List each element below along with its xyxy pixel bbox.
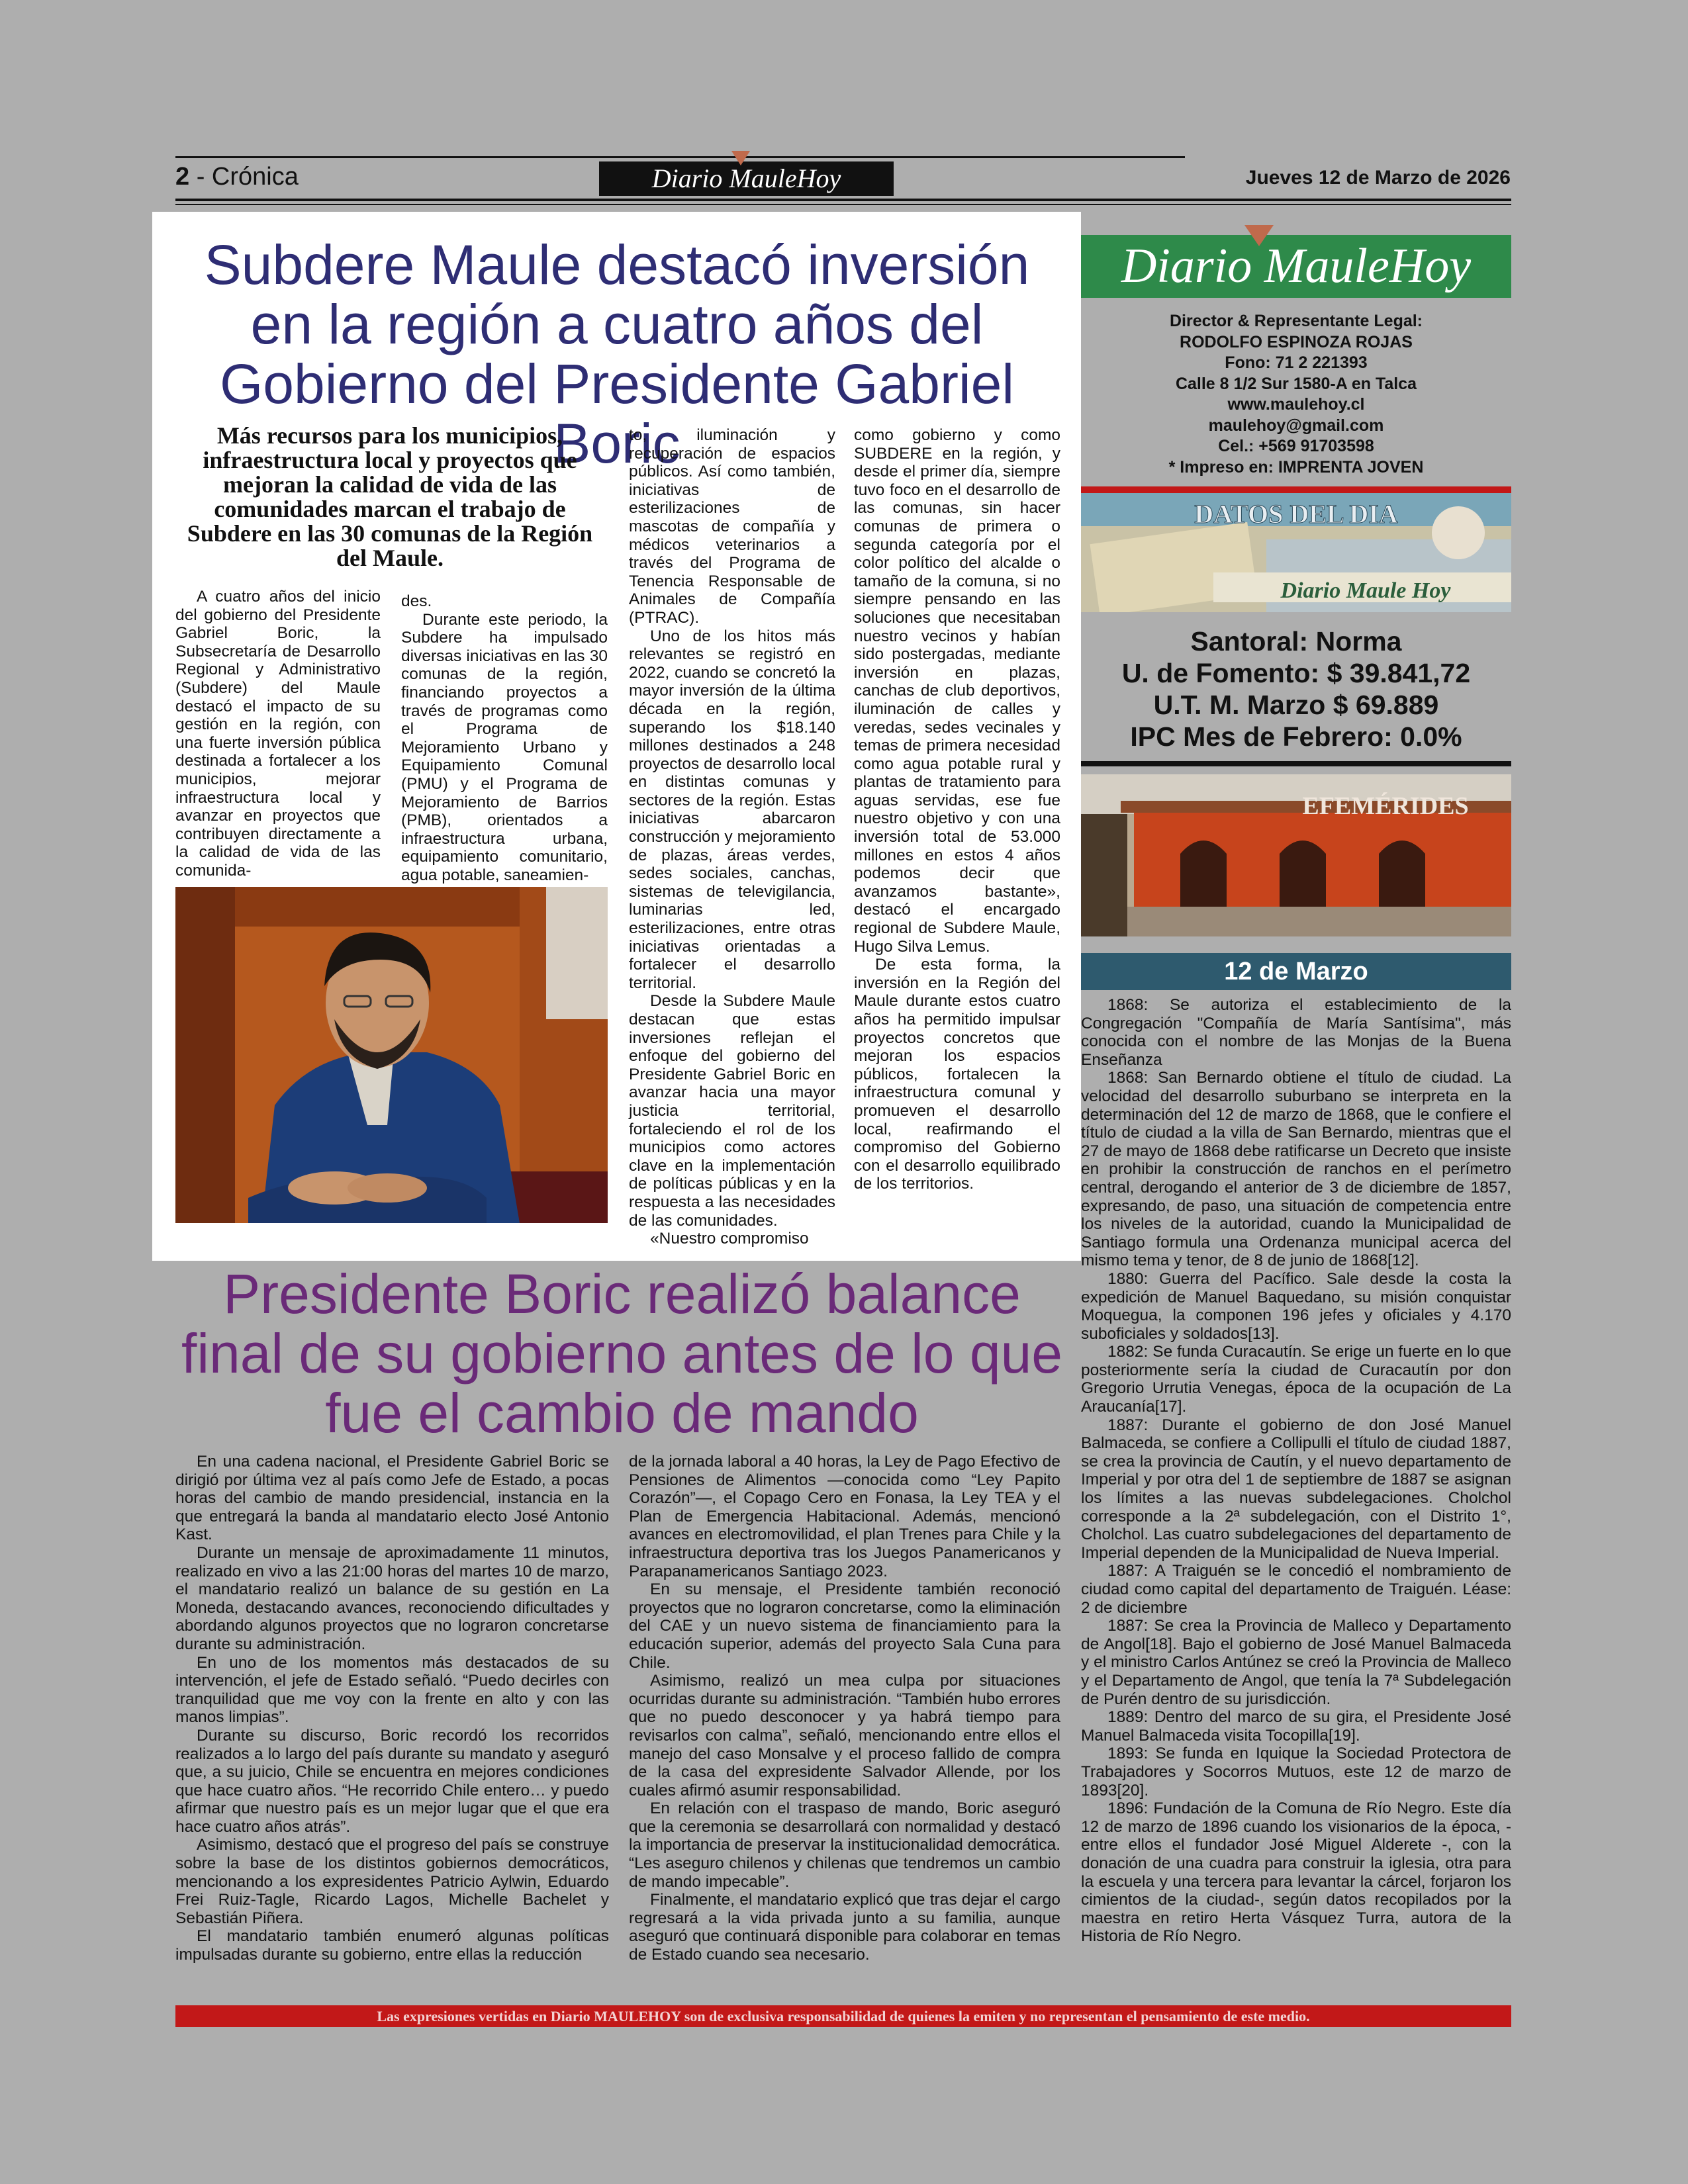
paragraph: des. (401, 592, 432, 610)
masthead-header: Diario MauleHoy (599, 161, 894, 196)
article1-column-3 (629, 426, 835, 1248)
datos-banner-title: DATOS DEL DIA (1194, 499, 1398, 529)
stats-divider (1081, 761, 1511, 766)
efemerides-banner (1081, 774, 1511, 936)
efemeride-item: 1887: Se crea la Provincia de Malleco y Departamento de Angol[18]. Bajo el gobierno de José Manuel Balmaceda y el ministro Carlos Antúnez se creó la Provincia de Malleco y el Departamento de Angol, que tenía la 7ª Subdelegación de Purén dentro de su jurisdicción. (1081, 1617, 1511, 1708)
paragraph: Durante un mensaje de aproximadamente 11 minutos, realizado en vivo a las 21:00 horas del martes 10 de marzo, el mandatario realizó un balance de su gestión en La Moneda, destacando avances, reconociendo dificultades y abordando algunos proyectos que no lograron concretarse durante su administración. (175, 1543, 609, 1653)
paragraph: Asimismo, realizó un mea culpa por situaciones ocurridas durante su administración. “También hubo errores que no puedo desconocer y ya habrá tiempo para revisarlos con calma”, señaló, mencionando entre ellos el manejo del caso Monsalve y el proceso fallido de compra de la casa del expresidente Salvador Allende, por los cuales afirmó asumir responsabilidad. (629, 1672, 1060, 1799)
paragraph: Desde la Subdere Maule destacan que estas inversiones reflejan el enfoque del gobierno del Presidente Gabriel Boric en avanzar hacia una mayor justicia territorial, fortaleciendo el rol de los municipios como actores clave en la implementación de políticas públicas y en la respuesta a las necesidades de las comunidades. (629, 992, 835, 1230)
paragraph: Durante este periodo, la Subdere ha impulsado diversas iniciativas en las 30 comunas de la región, financiando proyectos a través de programas como el Programa de Mejoramiento Urbano y Equipamiento Comunal (PMU) y el Programa de Mejoramiento de Barrios (PMB), orientados a infraestructura urbana, equipamiento comunitario, agua potable, saneamien- (401, 610, 608, 884)
article1-column-4 (854, 426, 1060, 1193)
paragraph: de la jornada laboral a 40 horas, la Ley de Pago Efectivo de Pensiones de Alimentos —conocida como “Ley Papito Corazón”—, el Copago Cero en Fonasa, la Ley TEA y el Plan de Emergencia Habitacional. Además, mencionó avances en electromovilidad, el plan Trenes para Chile y la infraestructura deportiva tras los Juegos Panamericanos y Parapanamericanos Santiago 2023. (629, 1453, 1060, 1580)
paragraph: De esta forma, la inversión en la Región del Maule durante estos cuatro años ha permitido impulsar proyectos concretos que mejoran los espacios públicos, fortalecen la infraestructura comunal y promueven el desarrollo local, reafirmando el compromiso del Gobierno con el desarrollo equilibrado de los territorios. (854, 956, 1060, 1193)
paragraph: En su mensaje, el Presidente también reconoció proyectos que no lograron concretarse, como la eliminación del CAE y un nuevo sistema de financiamiento para la educación superior, además del proyecto Sala Cuna para Chile. (629, 1580, 1060, 1672)
paragraph: El mandatario también enumeró algunas políticas impulsadas durante su gobierno, entre ellas la reducción (175, 1927, 609, 1964)
efemerides-title: EFEMÉRIDES (1302, 792, 1469, 820)
paragraph: como gobierno y como SUBDERE en la región, y desde el primer día, siempre tuvo foco en el desarrollo de las comunas, sin hacer comunas de primera o segunda categoría por el color político del alcalde o tamaño de la comuna, si no siempre pensando en las soluciones que necesitaban nuestro vecinos y habían sido postergadas, mediante inversión en plazas, canchas de club deportivos, iluminación de calles y veredas, sedes vecinales y temas de primera necesidad como agua potable rural y plantas de tratamiento para aguas servidas, ese fue nuestro objetivo y con una inversión total de 53.000 millones en estos 4 años podemos decir que avanzamos bastante», destacó el encargado regional de Subdere Maule, Hugo Silva Lemus. (854, 426, 1060, 956)
efemeride-item: 1893: Se funda en Iquique la Sociedad Protectora de Trabajadores y Socorros Mutuos, este 12 de marzo de 1893[20]. (1081, 1745, 1511, 1799)
info-line: Cel.: +569 91703598 (1218, 437, 1374, 455)
article2-column-1 (175, 1453, 609, 1964)
section-name: - Crónica (196, 163, 299, 191)
sidebar-masthead-triangle-icon (1244, 225, 1274, 246)
publisher-info (1081, 311, 1511, 478)
paragraph: En uno de los momentos más destacados de su intervención, el jefe de Estado señaló. “Puedo decirles con tranquilidad que me voy con la frente en alto y con las manos limpias”. (175, 1653, 609, 1727)
paragraph: Uno de los hitos más relevantes se registró en 2022, cuando se concretó la mayor inversión de la última década en la región, superando los $18.140 millones destinados a 248 proyectos de desarrollo local en distintas comunas y sectores de la región. Estas iniciativas abarcaron construcción y mejoramiento de plazas, áreas verdes, sedes sociales, canchas, sistemas de televigilancia, luminarias led, esterilizaciones, entre otras iniciativas orientadas a fortalecer el desarrollo territorial. (629, 627, 835, 992)
efemerides-list (1081, 996, 1511, 1946)
efemerides-date: 12 de Marzo (1081, 953, 1511, 990)
efemeride-item: 1896: Fundación de la Comuna de Río Negro. Este día 12 de marzo de 1896 cuando los visionarios de la época, - entre ellos el fundador José Miguel Alderete -, con la donación de una cuadra para construir la iglesia, otra para la escuela y una tercera para levantar la cárcel, forjaron los cimientos de la ciudad-, según datos recopilados por la maestra en retiro Herta Vásquez Turra, autora de la Historia de Río Negro. (1081, 1799, 1511, 1946)
utm-value: U.T. M. Marzo $ 69.889 (1153, 690, 1439, 720)
paragraph: Asimismo, destacó que el progreso del país se construye sobre la base de los distintos gobiernos democráticos, mencionando a los expresidentes Patricio Aylwin, Eduardo Frei Ruiz-Tagle, Ricardo Lagos, Michelle Bachelet y Sebastián Piñera. (175, 1836, 609, 1927)
paragraph: «Nuestro compromiso (650, 1230, 809, 1248)
santoral: Santoral: Norma (1190, 626, 1402, 657)
info-line: www.maulehoy.cl (1227, 395, 1365, 414)
paragraph: Durante su discurso, Boric recordó los recorridos realizados a lo largo del país durante su mandato y aseguró que, a su juicio, Chile se encuentra en mejores condiciones que hace cuatro años. “He recorrido Chile entero… y puedo afirmar que nuestro país es un mejor lugar que el que era hace cuatro años atrás”. (175, 1726, 609, 1836)
page-number: 2 (175, 163, 190, 191)
efemeride-item: 1887: Durante el gobierno de don José Manuel Balmaceda, se confiere a Collipulli el título de ciudad 1887, se crea la provincia de Cautín, y el nuevo departamento de Imperial y por otra del 1 de septiembre de 1887 se asignan los límites a las nuevas subdelegaciones. Cholchol corresponde a la 2ª subdelegación, con el Distrito 1°, Cholchol. Las cuatro subdelegaciones del departamento de Imperial dependen de la Municipalidad de Nueva Imperial. (1081, 1416, 1511, 1562)
daily-stats (1081, 625, 1511, 752)
article2-headline: Presidente Boric realizó balance final de su gobierno antes de lo que fue el cambio de mando (181, 1263, 1062, 1444)
sidebar-masthead: Diario MauleHoy (1081, 235, 1511, 298)
article1-column-1 (175, 588, 381, 880)
efemeride-item: 1889: Dentro del marco de su gira, el Presidente José Manuel Balmaceda visita Tocopilla[19]. (1081, 1708, 1511, 1745)
header-top-rule (175, 156, 1185, 158)
efemeride-item: 1882: Se funda Curacautín. Se erige un fuerte en lo que posteriormente sería la ciudad de Curacautín por don Gregorio Urrutia Venegas, época de la ocupación de La Araucanía[17]. (1081, 1343, 1511, 1416)
article1-headline: Subdere Maule destacó inversión en la región a cuatro años del Gobierno del Presidente Gabriel Boric (204, 234, 1030, 475)
efemeride-item: 1868: Se autoriza el establecimiento de la Congregación "Compañía de María Santísima", más conocida con el nombre de las Monjas de la Buena Enseñanza (1081, 996, 1511, 1069)
header-bottom-rule (175, 199, 1511, 201)
datos-del-dia-banner (1081, 486, 1511, 612)
info-line: Fono: 71 2 221393 (1225, 353, 1368, 372)
paragraph: En una cadena nacional, el Presidente Gabriel Boric se dirigió por última vez al país como Jefe de Estado, a pocas horas del cambio de mando presidencial, instancia en la que entregará la banda al mandatario electo José Antonio Kast. (175, 1453, 609, 1544)
masthead-triangle-icon (731, 151, 750, 165)
paragraph: En relación con el traspaso de mando, Boric aseguró que la ceremonia se desarrollará con normalidad y destacó la importancia de preservar la institucionalidad democrática. “Les aseguro chilenos y chilenas que tendremos un cambio de mando impecable”. (629, 1799, 1060, 1891)
info-line: RODOLFO ESPINOZA ROJAS (1180, 332, 1413, 351)
issue-date: Jueves 12 de Marzo de 2026 (1245, 167, 1511, 189)
efemeride-item: 1880: Guerra del Pacífico. Sale desde la costa la expedición de Manuel Baquedano, su misión conquistar Moquegua, la componen 196 jefes y oficiales y 4.170 suboficiales y soldados[13]. (1081, 1269, 1511, 1343)
efemeride-item: 1887: A Traiguén se le concedió el nombramiento de ciudad como capital del departamento de Traiguén. Léase: 2 de diciembre (1081, 1562, 1511, 1617)
footer-disclaimer: Las expresiones vertidas en Diario MAULEHOY son de exclusiva responsabilidad de quienes la emiten y no representan el pensamiento de este medio. (175, 2005, 1511, 2027)
article1-column-2 (401, 592, 608, 885)
info-line: Director & Representante Legal: (1169, 312, 1423, 330)
efemeride-item: 1868: San Bernardo obtiene el título de ciudad. La velocidad del desarrollo suburbano se interpreta en la determinación del 12 de marzo de 1868, que le confiere el título de ciudad a la villa de San Bernardo, mientras que el 27 de mayo de 1868 debe ratificarse un Decreto que insiste en prohibir la construcción de ranchos en el perímetro central, derogando el anterior de 3 de diciembre de 1857, expresando, de paso, una situación de competencia entre los niveles de la autoridad, cuando la Municipalidad de Santiago formula una Ordenanza municipal acerca del mismo tema y tenor, de 8 de junio de 1868[12]. (1081, 1069, 1511, 1270)
article2-column-2 (629, 1453, 1060, 1964)
uf-value: U. de Fomento: $ 39.841,72 (1121, 658, 1471, 688)
paragraph: Finalmente, el mandatario explicó que tras dejar el cargo regresará a la vida privada junto a su familia, aunque aseguró que continuará disponible para colaborar en temas de Estado cuando sea necesario. (629, 1891, 1060, 1964)
paragraph: to, iluminación y recuperación de espacios públicos. Así como también, iniciativas de esterilizaciones de mascotas de compañía y médicos veterinarios a través del Programa de Tenencia Responsable de Animales de Compañía (PTRAC). (629, 426, 835, 627)
datos-banner-masthead: Diario Maule Hoy (1280, 578, 1451, 603)
ipc-value: IPC Mes de Febrero: 0.0% (1130, 721, 1462, 752)
info-line: * Impreso en: IMPRENTA JOVEN (1168, 457, 1424, 477)
article1-subhead: Más recursos para los municipios, infraestructura local y proyectos que mejoran la calidad de vida de las comunidades marcan el trabajo de Subdere en las 30 comunas de la Región del Maule. (187, 422, 593, 571)
header-bottom-rule-2 (175, 204, 1511, 205)
info-line: maulehoy@gmail.com (1208, 416, 1384, 435)
article1-photo (175, 887, 608, 1223)
paragraph: A cuatro años del inicio del gobierno del Presidente Gabriel Boric, la Subsecretaría de Desarrollo Regional y Administrativo (Subdere) del Maule destacó el impacto de su gestión en la región, con una fuerte inversión pública destinada a fortalecer a los municipios, mejorar infraestructura local y avanzar en proyectos que contribuyen directamente a la calidad de vida de las comunida- (175, 588, 381, 880)
info-line: Calle 8 1/2 Sur 1580-A en Talca (1175, 374, 1417, 393)
page-number-section (175, 163, 299, 191)
